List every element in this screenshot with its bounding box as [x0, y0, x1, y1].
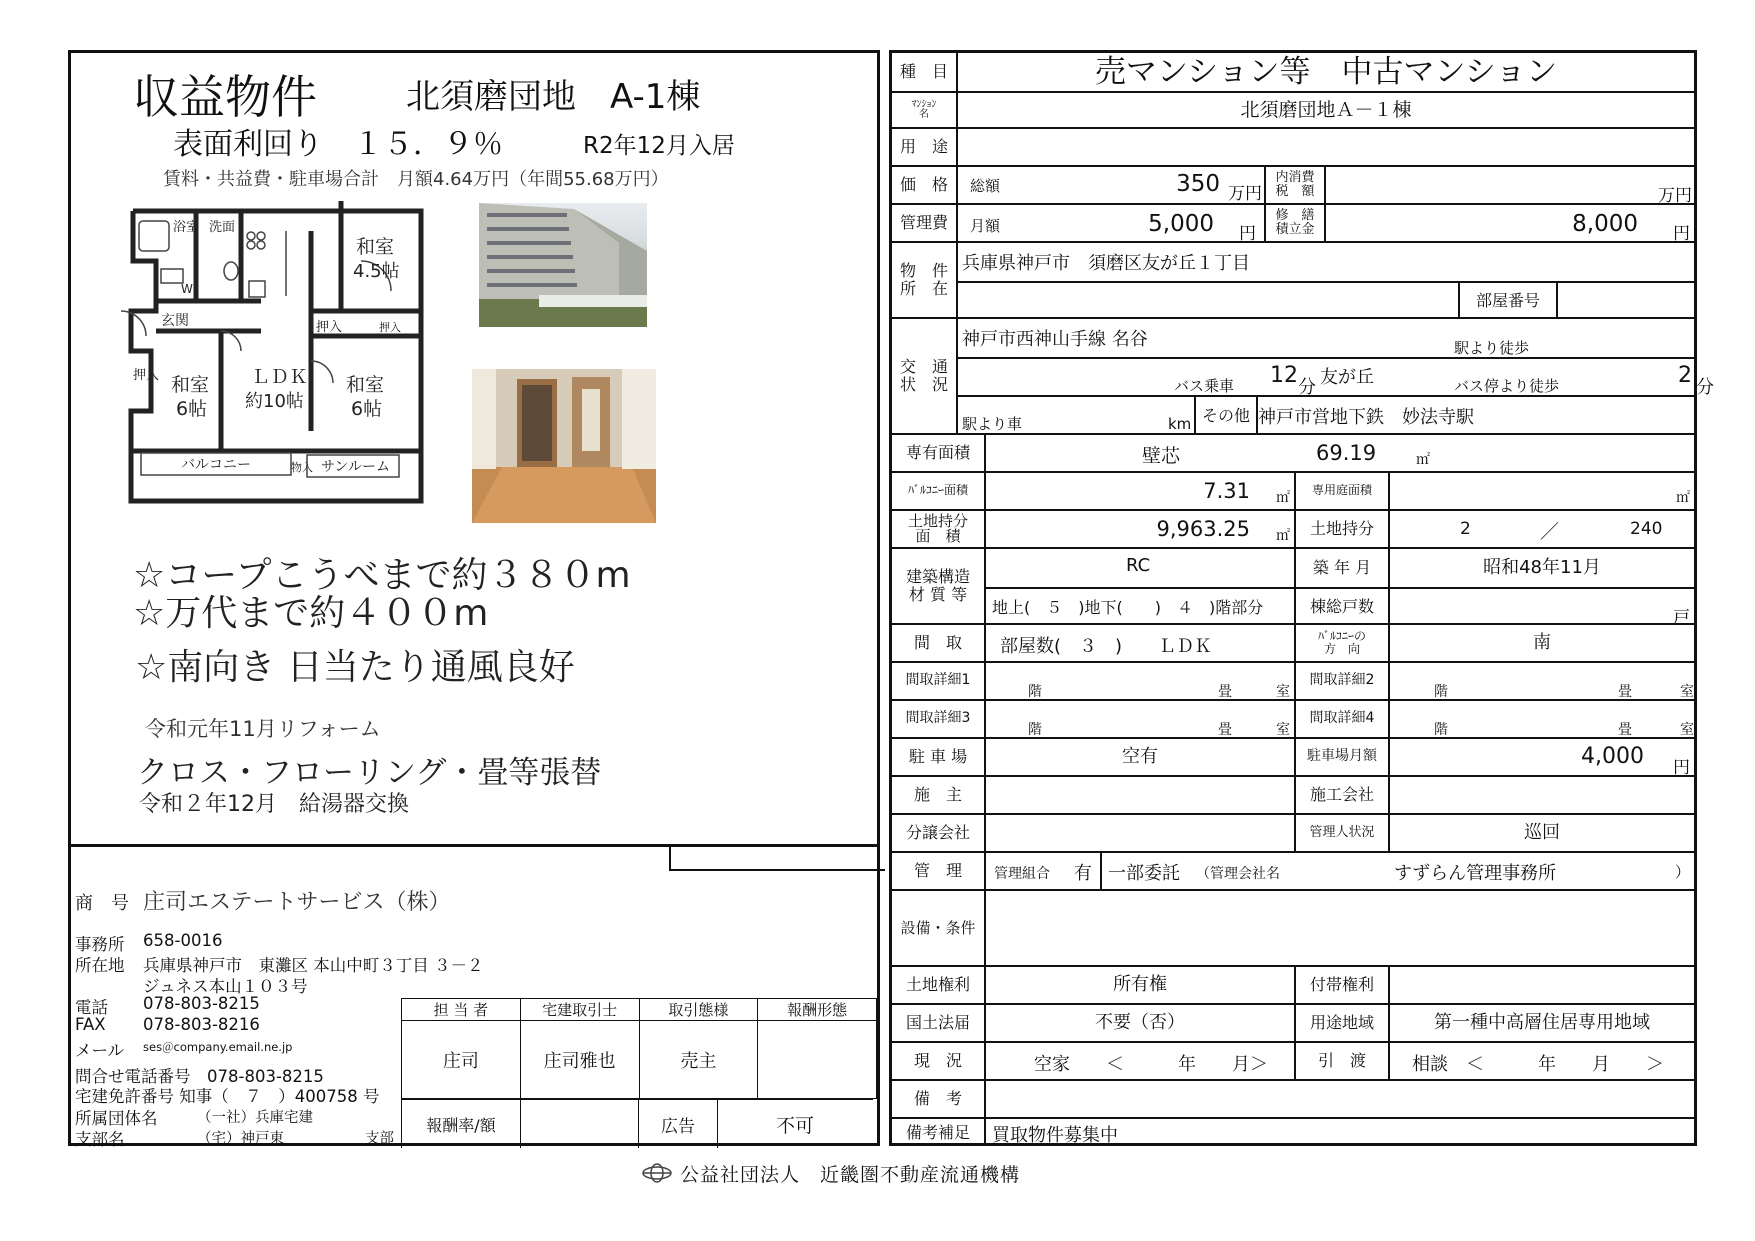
balcony-direction-value: 南	[1388, 625, 1694, 661]
mgmt-cell	[956, 205, 1264, 244]
price-label: 価 格	[899, 175, 948, 195]
footer-organization: 公益社団法人 近畿圏不動産流通機構	[680, 1164, 1021, 1186]
note2-label: 備考補足	[905, 1122, 970, 1142]
other-value: 神戸市営地下鉄 妙法寺駅	[1258, 407, 1474, 428]
detail4-floor-unit: 階	[1434, 722, 1448, 738]
office-label: 事務所	[75, 935, 125, 954]
floor-plan	[121, 201, 456, 519]
plan-storage-label: 物入	[291, 461, 313, 474]
mgmt-value: 5,000	[1148, 211, 1214, 237]
row-seller	[892, 815, 1694, 853]
plan-closet2-label: 押入	[379, 321, 401, 334]
row-use	[892, 129, 1694, 167]
row-status	[892, 1043, 1694, 1081]
detail1-room-unit: 室	[1276, 684, 1290, 700]
management-cell	[984, 853, 1694, 889]
manager-label: 管理人状況	[1294, 815, 1388, 851]
mansion-name: 北須磨団地Ａ－１棟	[956, 93, 1694, 127]
garden-unit: ㎡	[1676, 490, 1690, 506]
status-label: 現 況	[913, 1051, 962, 1071]
tel-label: 電話	[75, 998, 108, 1017]
national-land-value: 不要（否）	[984, 1005, 1294, 1041]
parking-fee-label: 駐車場月額	[1294, 739, 1388, 775]
land-right-value: 所有権	[984, 967, 1294, 1003]
price-unit: 万円	[1228, 184, 1262, 204]
repair-unit: 円	[1673, 224, 1690, 244]
detail1-tatami-unit: 畳	[1218, 684, 1232, 700]
garden-cell	[1388, 473, 1694, 509]
balcony-label: ﾊﾞﾙｺﾆｰ面積	[907, 483, 968, 498]
area-value: 69.19	[1316, 441, 1377, 465]
equipment-label: 設備・条件	[900, 918, 976, 937]
staff-torihiki: 売主	[639, 1021, 758, 1099]
detail2-cell	[1388, 663, 1694, 699]
other-label: その他	[1194, 395, 1258, 433]
structure-value: RC	[1126, 555, 1151, 576]
parking-fee-value: 4,000	[1581, 744, 1644, 769]
company-name: 庄司エステートサービス（株）	[143, 890, 451, 915]
equipment-value	[984, 891, 1694, 965]
row-note-supplement	[892, 1119, 1694, 1146]
row-traffic	[892, 319, 1714, 435]
headline: 収益物件	[133, 70, 317, 124]
built-label: 築 年 月	[1312, 558, 1372, 578]
consign-value: 一部委託	[1108, 863, 1180, 884]
train-line: 神戸市西神山手線 名谷	[962, 329, 1148, 350]
parking-value: 空有	[984, 739, 1294, 775]
land-share-cell	[1388, 511, 1694, 547]
plan-washer-label: W	[181, 282, 193, 296]
staff-table	[401, 998, 877, 1099]
area-label: 専有面積	[905, 443, 970, 463]
plan-washitsu1-size: 4.5帖	[353, 261, 400, 282]
floors-value: 地上( ５ )地下( ) ４ )階部分	[992, 598, 1264, 617]
note-value	[984, 1081, 1694, 1117]
layout-label: 間 取	[913, 633, 962, 653]
type-value: 売マンション等 中古マンション	[956, 53, 1694, 91]
mgmt-company-close: ）	[1674, 863, 1690, 881]
exterior-photo	[479, 203, 647, 327]
row-layout-detail-2	[892, 701, 1694, 739]
land-share-label: 土地持分	[1294, 511, 1388, 547]
mgmt-company-value: すずらん管理事務所	[1394, 863, 1557, 884]
assoc-name: （一社）兵庫宅建	[197, 1110, 313, 1126]
divider-notch	[669, 847, 885, 871]
feature-2: ☆万代まで約４００m	[133, 593, 489, 634]
bus-minutes-unit: 分	[1298, 377, 1316, 398]
plan-washitsu3-size: 6帖	[351, 398, 383, 420]
address-label: 所在地	[75, 956, 125, 975]
postal-code: 658-0016	[143, 931, 223, 950]
interior-photo	[472, 369, 656, 523]
tel-number: 078-803-8215	[143, 994, 260, 1013]
staff-header-tanto: 担 当 者	[402, 999, 521, 1021]
area-cell	[984, 435, 1694, 471]
mail-label: メール	[75, 1041, 125, 1060]
yield-label: 表面利回り １５．９％	[173, 127, 503, 162]
branch-suffix: 支部	[365, 1131, 394, 1147]
extra-right-value	[1388, 967, 1694, 1003]
parking-label: 駐 車 場	[908, 747, 968, 767]
bus-walk-label: バス停より徒歩	[1454, 377, 1560, 395]
feature-1: ☆コープこうべまで約３８０m	[133, 555, 631, 596]
feature-3: ☆南向き 日当たり通風良好	[135, 647, 575, 688]
parking-fee-unit: 円	[1673, 758, 1690, 778]
staff-hoshu	[758, 1021, 877, 1099]
row-equipment	[892, 891, 1694, 967]
plan-wash-label: 洗面	[209, 220, 236, 235]
balcony-direction-label: ﾊﾞﾙｺﾆｰの 方 向	[1294, 625, 1388, 661]
national-land-label: 国土法届	[905, 1013, 970, 1033]
row-layout	[892, 625, 1694, 663]
tax-label: 内消費 税 額	[1264, 167, 1324, 203]
row-national-land	[892, 1005, 1694, 1043]
row-mgmt-fee	[892, 205, 1694, 243]
rate-value	[520, 1100, 638, 1148]
plan-closet-label: 押入	[316, 320, 343, 335]
plan-washitsu2-name: 和室	[171, 374, 210, 396]
mail-address[interactable]: ses＠company.email.ne.jp	[143, 1040, 293, 1054]
handover-cell	[1388, 1043, 1694, 1079]
owner-value	[984, 777, 1294, 813]
detail1-cell	[984, 663, 1294, 699]
mgmt-company-label: （管理会社名	[1196, 866, 1280, 882]
row-management	[892, 853, 1694, 891]
structure-cell	[984, 549, 1294, 623]
row-type	[892, 53, 1694, 93]
location-label: 物 件 所 在	[899, 261, 948, 298]
rent-summary: 賃料・共益費・駐車場合計 月額4.64万円（年間55.68万円）	[163, 169, 669, 190]
detail2-tatami-unit: 畳	[1618, 684, 1632, 700]
price-cell	[956, 167, 1264, 203]
management-label: 管 理	[913, 861, 962, 881]
row-owner	[892, 777, 1694, 815]
built-units-values	[1388, 549, 1694, 628]
mgmt-unit: 円	[1239, 224, 1256, 244]
staff-header-takken: 宅建取引士	[520, 999, 639, 1021]
staff-tanto: 庄司	[402, 1021, 521, 1099]
area-unit: ㎡	[1416, 452, 1430, 468]
tax-cell	[1324, 167, 1694, 206]
area-type: 壁芯	[1142, 445, 1181, 467]
handover-label: 引 渡	[1294, 1043, 1388, 1079]
reform-detail: クロス・フローリング・畳等張替	[137, 755, 602, 791]
repair-value: 8,000	[1572, 211, 1638, 237]
tax-unit: 万円	[1658, 186, 1692, 206]
plan-washitsu2-size: 6帖	[176, 398, 208, 420]
address-line-1: 兵庫県神戸市 東灘区 本山中町３丁目 ３－２	[143, 956, 484, 975]
detail4-label: 間取詳細4	[1294, 701, 1388, 737]
staff-takken: 庄司雅也	[520, 1021, 639, 1099]
union-label: 管理組合	[994, 866, 1050, 882]
walk-station-label: 駅より徒歩	[1454, 339, 1530, 357]
built-units-labels	[1294, 549, 1388, 623]
row-layout-detail-1	[892, 663, 1694, 701]
row-note	[892, 1081, 1694, 1119]
car-label: 駅より車	[962, 415, 1023, 433]
row-balcony	[892, 473, 1694, 511]
status-value: 空家 ＜ 年 月＞	[1034, 1054, 1268, 1075]
assoc-label: 所属団体名	[75, 1109, 158, 1128]
property-detail-table	[889, 50, 1714, 1146]
garden-label: 専用庭面積	[1294, 473, 1388, 509]
note2-cell	[984, 1119, 1694, 1146]
plan-ldk-size: 約10帖	[245, 391, 304, 412]
builder-label: 施工会社	[1294, 777, 1388, 813]
plan-bath-label: 浴室	[173, 220, 200, 235]
balcony-value: 7.31	[1203, 479, 1250, 503]
layout-cell	[984, 625, 1294, 661]
branch-label: 支部名	[75, 1130, 125, 1149]
detail4-tatami-unit: 畳	[1618, 722, 1632, 738]
type-label: 種 目	[899, 62, 948, 82]
manager-value: 巡回	[1388, 815, 1694, 851]
repair-label: 修 繕 積立金	[1264, 205, 1324, 241]
seller-label: 分譲会社	[905, 823, 970, 843]
zone-value: 第一種中高層住居専用地域	[1388, 1005, 1694, 1041]
mgmt-label: 管理費	[899, 213, 948, 233]
units-unit: 戸	[1673, 608, 1690, 628]
land-area-unit: ㎡	[1276, 528, 1290, 544]
plan-closet3-label: 押入	[133, 368, 160, 383]
kinki-logo-icon	[640, 1162, 674, 1184]
bus-walk-unit: 分	[1696, 377, 1714, 398]
room-no-label: 部屋番号	[1458, 281, 1558, 317]
plan-entrance-label: 玄関	[161, 313, 189, 329]
plan-washitsu1-name: 和室	[356, 236, 395, 258]
staff-header-hoshu: 報酬形態	[758, 999, 877, 1021]
detail2-room-unit: 室	[1680, 684, 1694, 700]
plan-sunroom-label: サンルーム	[321, 459, 390, 475]
land-area-label: 土地持分 面 積	[907, 512, 968, 545]
detail3-room-unit: 室	[1276, 722, 1290, 738]
detail3-tatami-unit: 畳	[1218, 722, 1232, 738]
branch-name: （宅）神戸東	[197, 1131, 284, 1147]
note-label: 備 考	[913, 1089, 962, 1109]
builder-value	[1388, 777, 1694, 813]
detail3-cell	[984, 701, 1294, 737]
row-land-right	[892, 967, 1694, 1005]
land-area-cell	[984, 511, 1294, 547]
total-label: 総額	[970, 177, 1001, 195]
row-parking	[892, 739, 1694, 777]
listing-flyer-panel	[68, 50, 880, 1149]
row-mansion	[892, 93, 1694, 129]
row-structure	[892, 549, 1694, 628]
row-location	[892, 243, 1694, 319]
heater-replacement: 令和２年12月 給湯器交換	[139, 792, 409, 817]
plan-balcony-label: バルコニー	[181, 457, 251, 473]
units-label: 棟総戸数	[1309, 597, 1374, 617]
repair-cell	[1324, 205, 1694, 244]
mansion-label: ﾏﾝｼｮﾝ 名	[911, 98, 937, 120]
zone-label: 用途地域	[1294, 1005, 1388, 1041]
monthly-label: 月額	[970, 217, 1001, 235]
car-km-unit: km	[1168, 415, 1192, 433]
union-value: 有	[1074, 863, 1092, 884]
extra-right-label: 付帯権利	[1294, 967, 1388, 1003]
bus-label: バス乗車	[1174, 377, 1235, 395]
row-price	[892, 167, 1694, 205]
note2-value: 買取物件募集中	[992, 1125, 1118, 1146]
ad-label: 広告	[638, 1100, 718, 1148]
structure-label: 建築構造 材 質 等	[905, 567, 970, 604]
detail4-room-unit: 室	[1680, 722, 1694, 738]
built-value: 昭和48年11月	[1483, 557, 1601, 579]
staff-bottom-row	[401, 1099, 873, 1150]
address-line-2: ジュネス本山１０３号	[143, 977, 308, 996]
staff-header-torihiki: 取引態様	[639, 999, 758, 1021]
inquiry-phone: 問合せ電話番号 078-803-8215	[75, 1067, 324, 1086]
layout-value: 部屋数( ３ ) ＬＤＫ	[1000, 636, 1213, 657]
fax-label: FAX	[75, 1015, 106, 1034]
plan-ldk-name: ＬＤＫ	[251, 366, 309, 388]
traffic-cell	[956, 319, 1714, 433]
land-share-separator: ／	[1540, 521, 1560, 543]
detail1-floor-unit: 階	[1028, 684, 1042, 700]
reform-date: 令和元年11月リフォーム	[145, 717, 381, 741]
occupancy: R2年12月入居	[583, 133, 735, 159]
traffic-label: 交 通 状 況	[899, 357, 948, 394]
row-land-area	[892, 511, 1694, 549]
location-value: 兵庫県神戸市 須磨区友が丘１丁目	[962, 253, 1250, 274]
bus-minutes: 12	[1270, 363, 1298, 388]
handover-value: 相談 ＜ 年 月 ＞	[1412, 1054, 1664, 1075]
detail1-label: 間取詳細1	[905, 672, 971, 689]
detail3-label: 間取詳細3	[905, 710, 971, 727]
balcony-cell	[984, 473, 1294, 509]
detail2-floor-unit: 階	[1434, 684, 1448, 700]
land-right-label: 土地権利	[905, 975, 970, 995]
building-name: 北須磨団地 A-1棟	[406, 77, 701, 117]
land-share-denominator: 240	[1630, 519, 1663, 539]
detail3-floor-unit: 階	[1028, 722, 1042, 738]
license-number: 宅建免許番号 知事（ ７ ）400758 号	[75, 1087, 380, 1106]
use-label: 用 途	[899, 137, 948, 157]
land-share-numerator: 2	[1460, 519, 1471, 539]
plan-washitsu3-name: 和室	[346, 374, 385, 396]
status-cell	[984, 1043, 1294, 1079]
balcony-unit: ㎡	[1276, 490, 1290, 506]
row-area	[892, 435, 1694, 473]
owner-label: 施 主	[913, 785, 962, 805]
land-area-value: 9,963.25	[1156, 517, 1250, 541]
ad-value: 不可	[775, 1114, 814, 1137]
bus-stop: 友が丘	[1320, 367, 1374, 388]
detail4-cell	[1388, 701, 1694, 737]
use-value	[956, 129, 1694, 165]
shogo-label: 商 号	[75, 893, 129, 914]
parking-fee-cell	[1388, 739, 1694, 778]
seller-value	[984, 815, 1294, 851]
bus-walk-minutes: 2	[1678, 363, 1692, 388]
fax-number: 078-803-8216	[143, 1015, 260, 1034]
location-cell	[956, 243, 1694, 317]
detail2-label: 間取詳細2	[1294, 663, 1388, 699]
rate-label: 報酬率/額	[401, 1100, 521, 1148]
price-value: 350	[1176, 171, 1220, 197]
